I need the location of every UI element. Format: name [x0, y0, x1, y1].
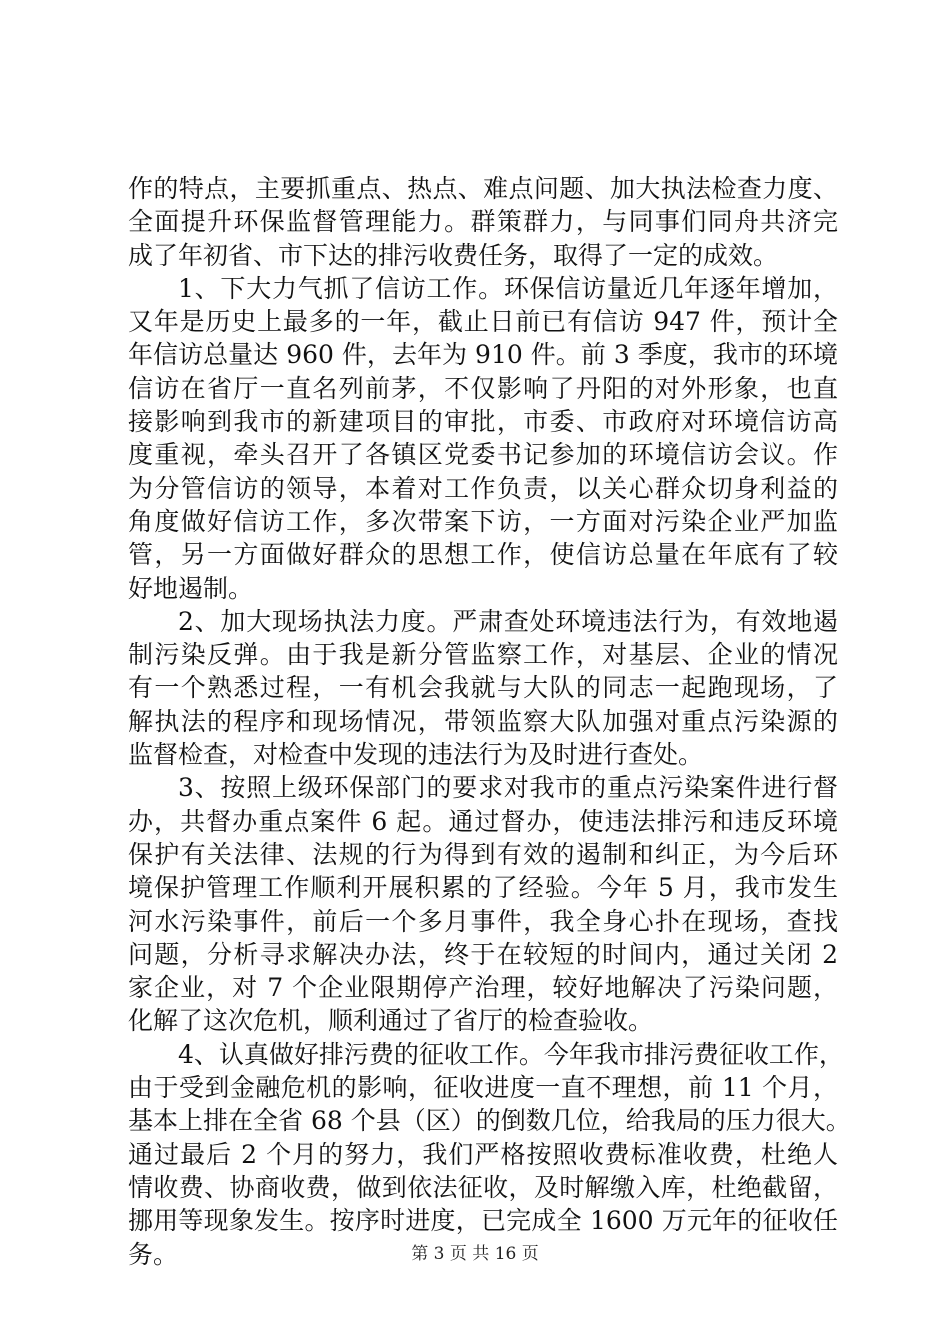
text-line: 化解了这次危机，顺利通过了省厅的检查验收。 — [128, 1006, 654, 1036]
text-line: 办，共督办重点案件 6 起。通过督办，使违法排污和违反环境 — [128, 806, 838, 836]
text-line: 成了年初省、市下达的排污收费任务，取得了一定的成效。 — [128, 240, 779, 270]
text-line: 基本上排在全省 68 个县（区）的倒数几位，给我局的压力很大。 — [128, 1106, 851, 1136]
text-line: 4、认真做好排污费的征收工作。今年我市排污费征收工作， — [178, 1039, 844, 1069]
text-line: 问题，分析寻求解决办法，终于在较短的时间内，通过关闭 2 — [128, 939, 838, 969]
text-line: 全面提升环保监督管理能力。群策群力，与同事们同舟共济完 — [128, 207, 838, 237]
text-line: 接影响到我市的新建项目的审批，市委、市政府对环境信访高 — [128, 407, 838, 437]
text-line: 作的特点，主要抓重点、热点、难点问题、加大执法检查力度、 — [128, 174, 838, 203]
page-footer: 第 3 页 共 16 页 — [411, 1244, 539, 1264]
document-body — [128, 172, 851, 1271]
text-line: 挪用等现象发生。按序时进度，已完成全 1600 万元年的征收任 — [128, 1206, 838, 1236]
text-line: 角度做好信访工作，多次带案下访，一方面对污染企业严加监 — [128, 506, 838, 536]
text-line: 制污染反弹。由于我是新分管监察工作，对基层、企业的情况 — [128, 640, 838, 670]
text-line: 河水污染事件，前后一个多月事件，我全身心扑在现场，查找 — [128, 906, 838, 936]
text-line: 度重视，牵头召开了各镇区党委书记参加的环境信访会议。作 — [128, 440, 838, 470]
text-line: 为分管信访的领导，本着对工作负责，以关心群众切身利益的 — [128, 473, 838, 503]
text-line: 解执法的程序和现场情况，带领监察大队加强对重点污染源的 — [128, 706, 838, 736]
text-line: 2、加大现场执法力度。严肃查处环境违法行为，有效地遏 — [178, 606, 838, 636]
text-line: 信访在省厅一直名列前茅，不仅影响了丹阳的对外形象，也直 — [128, 373, 838, 403]
text-line: 1、下大力气抓了信访工作。环保信访量近几年逐年增加， — [178, 273, 838, 303]
text-line: 有一个熟悉过程，一有机会我就与大队的同志一起跑现场，了 — [128, 673, 838, 703]
text-line: 3、按照上级环保部门的要求对我市的重点污染案件进行督 — [178, 773, 838, 803]
text-line: 通过最后 2 个月的努力，我们严格按照收费标准收费，杜绝人 — [128, 1139, 838, 1169]
text-line: 好地遏制。 — [128, 573, 254, 603]
text-line: 家企业，对 7 个企业限期停产治理，较好地解决了污染问题， — [128, 973, 838, 1003]
text-line: 又年是历史上最多的一年，截止日前已有信访 947 件，预计全 — [128, 307, 838, 337]
text-line: 年信访总量达 960 件，去年为 910 件。前 3 季度，我市的环境 — [128, 340, 838, 370]
text-line: 管，另一方面做好群众的思想工作，使信访总量在年底有了较 — [128, 540, 838, 570]
text-line: 境保护管理工作顺利开展积累的了经验。今年 5 月，我市发生 — [128, 873, 838, 903]
text-line: 保护有关法律、法规的行为得到有效的遏制和纠正，为今后环 — [128, 839, 838, 869]
text-line: 监督检查，对检查中发现的违法行为及时进行查处。 — [128, 740, 704, 770]
text-line: 情收费、协商收费，做到依法征收，及时解缴入库，杜绝截留， — [128, 1172, 838, 1202]
text-line: 由于受到金融危机的影响，征收进度一直不理想，前 11 个月， — [128, 1073, 838, 1103]
text-line: 务。 — [128, 1239, 179, 1269]
